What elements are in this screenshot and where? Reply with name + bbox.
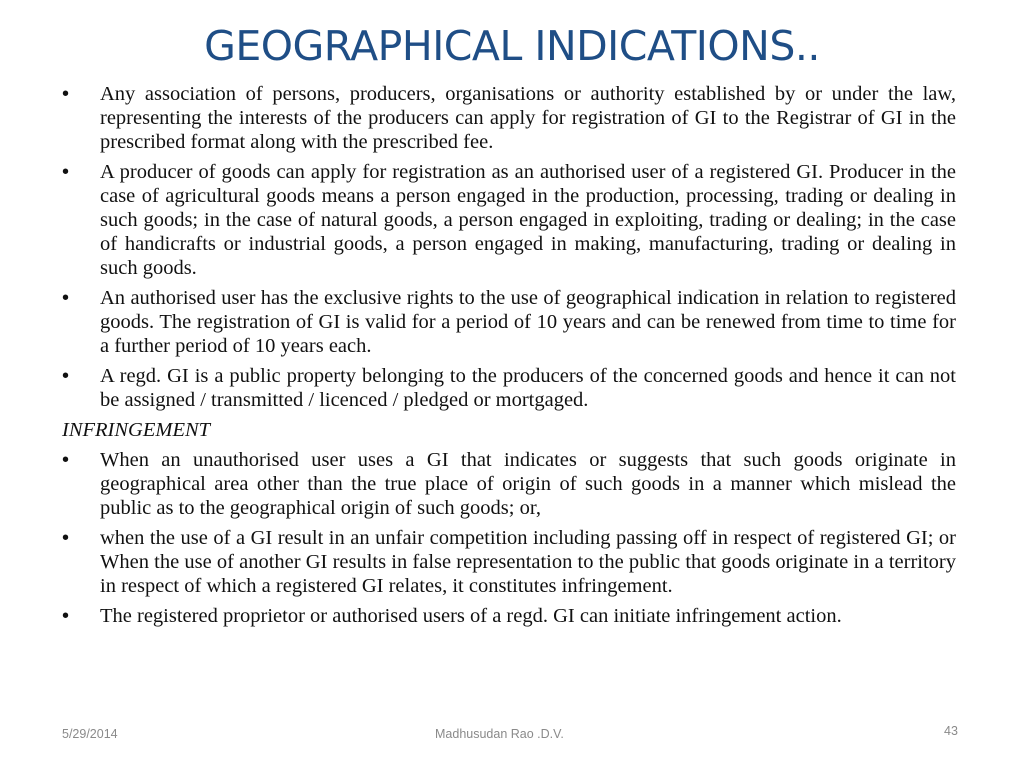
section-heading-infringement: INFRINGEMENT	[62, 419, 211, 441]
bullet-item	[62, 604, 956, 628]
bullet-icon: •	[62, 365, 70, 387]
slide-title: GEOGRAPHICAL INDICATIONS..	[204, 22, 820, 70]
bullet-item	[62, 448, 956, 520]
slide-body	[62, 82, 956, 634]
bullet-text: The registered proprietor or authorised users of a regd. GI can initiate infringement action.	[100, 605, 842, 627]
bullet-item	[62, 160, 956, 280]
bullet-text: Any association of persons, producers, organisations or authority established by or under the law, representing the interests of the producers can apply for registration of GI to the Registrar of GI in the prescribed format along with the prescribed fee.	[100, 83, 956, 153]
bullet-text: When an unauthorised user uses a GI that indicates or suggests that such goods originate in geographical area other than the true place of origin of such goods in a manner which mislead the public as to the geographical origin of such goods; or,	[100, 449, 956, 519]
bullet-icon: •	[62, 287, 70, 309]
bullet-icon: •	[62, 605, 70, 627]
bullet-item	[62, 82, 956, 154]
bullet-icon: •	[62, 527, 70, 549]
bullet-text: An authorised user has the exclusive rights to the use of geographical indication in relation to registered goods. The registration of GI is valid for a period of 10 years and can be renewed from time to time for a further period of 10 years each.	[100, 287, 956, 357]
bullet-text: A producer of goods can apply for registration as an authorised user of a registered GI. Producer in the case of agricultural goods means a person engaged in the production, processing, trading or dealing in such goods; in the case of natural goods, a person engaged in exploiting, trading or dealing; in the case of handicrafts or industrial goods, a person engaged in making, manufacturing, trading or dealing in such goods.	[100, 161, 956, 279]
footer-author: Madhusudan Rao .D.V.	[435, 727, 564, 741]
bullet-icon: •	[62, 449, 70, 471]
bullet-text: A regd. GI is a public property belonging to the producers of the concerned goods and hence it can not be assigned / transmitted / licenced / pledged or mortgaged.	[100, 365, 956, 411]
bullet-text: when the use of a GI result in an unfair competition including passing off in respect of registered GI; or When the use of another GI results in false representation to the public that goods originate in a territory in respect of which a registered GI relates, it constitutes infringement.	[100, 527, 956, 597]
slide-number: 43	[944, 724, 958, 738]
bullet-icon: •	[62, 83, 70, 105]
bullet-item	[62, 526, 956, 598]
bullet-item	[62, 286, 956, 358]
bullet-item	[62, 364, 956, 412]
footer-date: 5/29/2014	[62, 727, 118, 741]
bullet-icon: •	[62, 161, 70, 183]
